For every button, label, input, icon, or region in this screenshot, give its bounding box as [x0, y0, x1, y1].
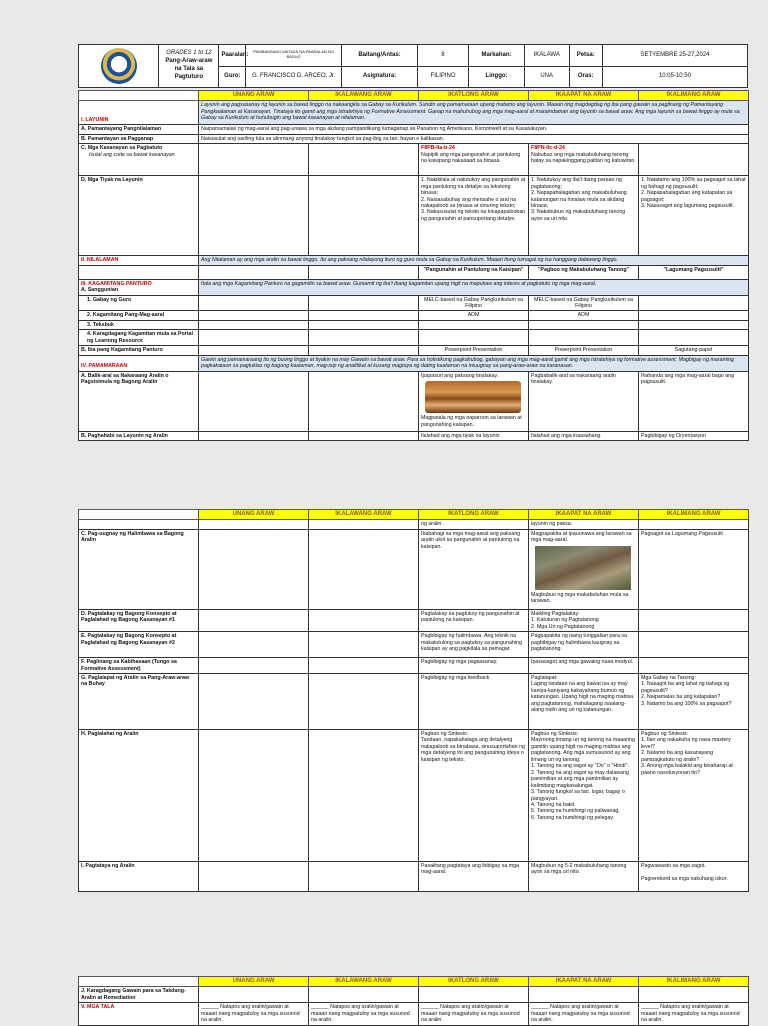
day-3-header: IKATLONG ARAW [419, 91, 529, 101]
balik-aral-day-3 [419, 371, 529, 431]
day-header-row [79, 91, 749, 101]
lesson-table-3 [78, 976, 749, 1026]
paglalahat-day-3: Pagbuo ng Sintesis: Tandaan, napakahalaga ang detalyeng nakapaloob sa binabasa, sinusuportahan ng mga detalyeng ito ang pangunahing ideya o kaisipan ng teksto. [419, 730, 529, 862]
iba-pang-kagamitan-label: B. Iba pang Kagamitang Panturo [79, 346, 199, 355]
nilalaman-text: Ang Nilalaman ay ang mga aralin sa bawat linggo. Ito ang paksang nilalayong ituro ng guro mula sa Gabay sa Kurikulum. Maaari itong tumagal ng isa hanggang dalawang linggo. [199, 256, 749, 265]
paglalahat-day-5: Pagbuo ng Sintesis: 1. Ilan ang nakakuha ng nasa mastery level? 2. Natamo ba ang kasanayang pampagkatuto ng aralin? 3. Anong mga balakid ang kinaharap at paano nasolusyonan ito? [639, 730, 749, 862]
pang-mag-aaral-label: 2. Kagamitang Pang-Mag-aaral [79, 311, 199, 320]
teksbuk-label: 3. Teksbuk [79, 320, 199, 329]
markahan-value: IKALAWA [524, 45, 569, 67]
paglalapat-day-4: Paglalapat: Laging tandaan na ang bawat isa ay may kaniya-kaniyang kakayahang bumuo ng katanungan. Upang higit na maging mabisa ang pagtatanong, mahalagang isaalang-alang natin ang uri ng katanungan. [529, 674, 639, 730]
paglalapat-day-3: Pagbibigay ng mga feedback. [419, 674, 529, 730]
grades-label: GRADES 1 to 12 [166, 50, 212, 57]
paaralan-label: Paaralan: [219, 45, 246, 67]
markahan-label: Markahan: [469, 45, 525, 67]
iba-pang-kagamitan-day-4: Powerpoint Presentation [529, 346, 639, 355]
page-1 [78, 44, 748, 88]
flood-photo [535, 546, 631, 590]
pagtalakay-2-day-3: Pagbibigay ng halimbawa. Ang teknik na makatutulong sa pagtukoy sa pangunahing kaisipan ay ang pagkilala sa pamagat. [419, 632, 529, 658]
baitang-value: 8 [417, 45, 468, 67]
day-5-header-2: IKALIMANG ARAW [639, 510, 749, 520]
pamamaraan-heading: IV. PAMAMARAAN [79, 355, 199, 371]
tiyak-na-layunin-day-5: 1. Natatamo ang 100% sa pagsagot sa lahat ng bahagi ng pagsusulit; 2. Napapahalagahan ang katapatan sa pagsagot; 3. Nasasagot ang lagumang pagsusulit. [639, 176, 749, 256]
header-info-table [78, 44, 748, 88]
guro-label: Guro: [219, 66, 246, 88]
pamamaraan-text: Gawin ang pamamaraang ito ng buong linggo at tiyakin na may Gawain sa bawat araw. Para sa holistikong pagkahubog, gabayan ang mga mag-aaral gamit ang mga istratehiya ng formative assessment. Magbigay ng maraming pagkakataon sa pagtuklas ng bagong kaalaman, mag-isip ng analitikal at kusang magtaya ng dating kaalaman na iniuugnay sa pang-araw-araw na karanasan. [199, 355, 749, 371]
iba-pang-kagamitan-day-3: Powerpoint Presentation [419, 346, 529, 355]
paglinang-label: F. Paglinang sa Kabihasaan (Tungo sa Formative Assessment) [79, 658, 199, 674]
layunin-text: Layunin ang pagsasanay ng layunin sa bawat linggo na nakaangkla sa Gabay sa Kurikulum. Sundin ang pamamaraan upang matamo ang layunin. Maaari ring magdagdag ng iba pang gawain sa paglinang ng Pamantayang Pangkaalaman at Kasanayan. Tinataya ito gamit ang mga istratehiya ng Formative Assessment. Ganap na mahuhubog ang mga mag-aaral at maramdaman ang layunin sa bawat araw. Ang mga layunin sa bawat linggo ay mula sa Gabay sa Kurikulum at huhubugin ang bawat kasanayan at nilalaman. [199, 101, 749, 125]
pagtalakay-1-label: D. Pagtalakay ng Bagong Konsepto at Paglalahad ng Bagong Kasanayan #1 [79, 609, 199, 631]
tala-day-3: ______ Natapos ang aralin/gawain at maaari nang magpatuloy sa mga susunod na aralin. [419, 1003, 529, 1025]
kagamitan-heading: III. KAGAMITANG PANTURO [81, 280, 152, 287]
day-1-header: UNANG ARAW [199, 91, 309, 101]
paaralan-value: PAMBANSANG MATAAS NA PAARALAN NG BASUG [246, 45, 342, 67]
pagtataya-label: I. Pagtataya ng Aralin [79, 862, 199, 892]
nilalaman-day-5: "Lagumang Pagsusulit" [639, 265, 749, 279]
tala-day-2: ______ Natapos ang aralin/gawain at maaari nang magpatuloy sa mga susunod na aralin. [309, 1003, 419, 1025]
tala-day-5: ______ Natapos ang aralin/gawain at maaari nang magpatuloy sa mga susunod na aralin. [639, 1003, 749, 1025]
guro-value: G. FRANCISCO D. ARCEO, Jr. [246, 66, 342, 88]
gabay-guro-label: 1. Gabay ng Guro [79, 295, 199, 311]
pang-mag-aaral-day-4: ADM [529, 311, 639, 320]
kasanayan-label: C. Mga Kasanayan sa Pagkatuto [81, 145, 163, 152]
nilalaman-day-3: "Pangunahin at Pantulong na Kaisipan" [419, 265, 529, 279]
kasanayan-code-4: F8PN-IIc-d-24 [531, 145, 565, 152]
paghahabi-day-5: Pagbibigay ng Oryentasyon [639, 431, 749, 440]
paghahabi-label: B. Paghahabi sa Layunin ng Aralin [79, 431, 199, 440]
linggo-label: Linggo: [469, 66, 525, 88]
pag-uugnay-day-3: Ibabahagi sa mga mag-aaral ang paksang aralin ukol sa pangunahin at pantulong na kaisipan. [419, 529, 529, 609]
pag-uugnay-day-4 [529, 529, 639, 609]
pag-uugnay-day-5: Pagsagot sa Lagumang Pagsusulit [639, 529, 749, 609]
pagtataya-day-4: Magbubuo ng 5-2 makabuluhang tanong ayon sa mga uri nito. [529, 862, 639, 892]
kagamitan-cell [79, 279, 199, 295]
pamantayan-pagganap-label: B. Pamantayan sa Pagganap [79, 134, 199, 143]
continued-day-3: ng aralin. [419, 520, 529, 529]
day-2-header-3: IKALAWANG ARAW [309, 977, 419, 987]
learning-resource-label: 4. Karagdagang Kagamitan mula sa Portal ng Learning Resource [79, 330, 199, 346]
balik-aral-day-3-top: Ipapasuri ang paksang tinalakay. [421, 372, 499, 379]
bread-photo [425, 381, 521, 413]
kasanayan-text-4: Nabubuo ang mga makabuluhang tanong batay sa napakinggang palitan ng katuwiran. [531, 151, 636, 165]
gabay-guro-day-4: MELC-based na Gabay Pangkurikulum sa Filipino [529, 295, 639, 311]
tiyak-na-layunin-label: D. Mga Tiyak na Layunin [79, 176, 199, 256]
paglalahat-day-4: Pagbuo ng Sintesis: Mayroong limang uri ng tanong na maaaring gamitin upang higit na maging mabisa ang pagtatanong. Ang mga sumusunod ay ang limang uri ng tanong: 1. Tanong na ang sagot ay "Oo" o "Hindi". 2. Tanong na ang sagot ay may dalawang pamimilian at ang mga pamimilian ay kalimitang magkasalungat. 3. Tanong tungkol sa tao, lugar, bagay o pangyayari. 4. Tanong na bakit. 5. Tanong na humihingi ng paliwanag. 6. Tanong na humihingi ng pelegay. [529, 730, 639, 862]
kasanayan-text-3: Napipili ang mga pangunahin at pantulong na kaisipang nakasaad sa binasa. [421, 151, 521, 165]
kasanayan-day-3 [419, 144, 529, 176]
kagamitan-text: Itala ang mga Kagamitang Panturo na gagamitin sa bawat araw. Gumamit ng iba't ibang kagamitan upang higit na mapukaw ang interes at pagkatuto ng mga mag-aaral. [199, 279, 749, 295]
doc-title: Pang-Araw-araw na Tala sa Pagtuturo [165, 58, 213, 80]
balik-aral-label: A. Balik-aral sa Nakaraang Aralin o Pagsisimula ng Bagong Aralin [79, 371, 199, 431]
petsa-value: SETYEMBRE 25-27,2024 [602, 45, 747, 67]
pamantayan-pagganap-text: Naisusulat ang sariling tula sa alinmang anyong tinalakay tungkol sa pag-ibig sa tao, bayan o kalikasan. [199, 134, 749, 143]
day-5-header-3: IKALIMANG ARAW [639, 977, 749, 987]
day-2-header: IKALAWANG ARAW [309, 91, 419, 101]
oras-label: Oras: [569, 66, 602, 88]
deped-logo-icon [101, 48, 137, 84]
pamantayang-pangnilalaman-label: A. Pamantayang Pangnilalaman [79, 125, 199, 134]
day-header-row-3 [79, 977, 749, 987]
day-4-header: IKAAPAT NA ARAW [529, 91, 639, 101]
paglinang-day-4: Ipasasagot ang mga gawaing nasa modyul. [529, 658, 639, 674]
petsa-label: Petsa: [569, 45, 602, 67]
day-5-header: IKALIMANG ARAW [639, 91, 749, 101]
page-1-lesson [78, 90, 748, 441]
pang-mag-aaral-day-3: ADM [419, 311, 529, 320]
asignatura-value: FILIPINO [417, 66, 468, 88]
tiyak-na-layunin-day-4: 1. Natutukoy ang iba't ibang paraan ng pagtatanong; 2. Napapahalagahan ang makabuluhang katanungan na hinalaw mula sa akdang binasa; 3. Nakabubuo ng makabuluhang tanong ayon sa uri nito. [529, 176, 639, 256]
paghahabi-day-3: Ilalahad ang mga tiyak na layunin [419, 431, 529, 440]
tala-day-1: ______ Natapos ang aralin/gawain at maaari nang magpatuloy sa mga susunod na aralin. [199, 1003, 309, 1025]
tala-day-4: ______ Natapos ang aralin/gawain at maaari nang magpatuloy sa mga susunod na aralin. [529, 1003, 639, 1025]
pagtalakay-2-label: E. Pagtalakay ng Bagong Konsepto at Paglalahad ng Bagong Kasanayan #2 [79, 632, 199, 658]
pagtataya-day-5: Pagwawasto sa mga sagot. Pagrerekord sa mga nakuhang iskor. [639, 862, 749, 892]
balik-aral-day-4: Pagbabalik-aral sa nakaraang aralin tinalakay. [529, 371, 639, 431]
paglalapat-day-5: Mga Gabay na Tanong: 1. Nasagot ba ang lahat ng bahagi ng pagsusulit? 2. Naipamalas ba ang katapatan? 3. Natamo ba ang 100% sa pagsagot? [639, 674, 749, 730]
karagdagang-gawain-label: J. Karagdagang Gawain para sa Takdang-Aralin at Remediation [79, 987, 199, 1003]
gabay-guro-day-3: MELC-based na Gabay Pangkurikulum sa Filipino [419, 295, 529, 311]
day-header-row-2 [79, 510, 749, 520]
day-3-header-3: IKATLONG ARAW [419, 977, 529, 987]
pag-uugnay-day-4-top: Magpapakita at ipauunawa ang larawan sa mga mag-aaral. [531, 530, 632, 544]
pagtataya-day-3: Pasalitang pagtataya ang ibibigay sa mga mag-aaral. [419, 862, 529, 892]
balik-aral-day-5: Ihahanda ang mga mag-aaral bago ang pagsusulit. [639, 371, 749, 431]
nilalaman-heading: II. NILALAMAN [79, 256, 199, 265]
baitang-label: Baitang/Antas: [342, 45, 418, 67]
pag-uugnay-day-4-caption: Magbubuo ng mga makabuluhan mula sa larawan. [531, 591, 629, 605]
day-1-header-3: UNANG ARAW [199, 977, 309, 987]
pamantayang-pangnilalaman-text: Naipamamalas ng mag-aaral ang pag-unawa sa mga akdang pampanitikang lumaganap sa Panahon ng Amerikano, Komonwelt at sa Kasalukuyan. [199, 125, 749, 134]
paghahabi-day-4: Ilalahad ang mga inaasahang [529, 431, 639, 440]
day-2-header-2: IKALAWANG ARAW [309, 510, 419, 520]
mga-tala-heading: V. MGA TALA [79, 1003, 199, 1025]
paglinang-day-3: Pagbibigay ng mga pagsasanay. [419, 658, 529, 674]
linggo-value: UNA [524, 66, 569, 88]
school-logo-cell [79, 45, 159, 88]
lesson-table-2 [78, 509, 749, 892]
doc-title-cell [159, 45, 219, 88]
oras-value: 10:05-10:50 [602, 66, 747, 88]
layunin-heading: I. LAYUNIN [79, 101, 199, 125]
page-3 [78, 976, 748, 1026]
day-4-header-3: IKAAPAT NA ARAW [529, 977, 639, 987]
paglalapat-label: G. Paglalapat ng Aralin sa Pang-Araw-araw na Buhay [79, 674, 199, 730]
lesson-table-1 [78, 90, 749, 441]
day-3-header-2: IKATLONG ARAW [419, 510, 529, 520]
asignatura-label: Asignatura: [342, 66, 418, 88]
paglalahat-label: H. Paglalahat ng Aralin [79, 730, 199, 862]
kasanayan-sub: Isulat ang code sa bawat kasanayan [89, 151, 175, 158]
nilalaman-day-4: "Pagbuo ng Makabuluhang Tanong" [529, 265, 639, 279]
pag-uugnay-label: C. Pag-uugnay ng Halimbawa sa Bagong Aralin [79, 529, 199, 609]
tiyak-na-layunin-day-3: 1. Nakikilala at natutukoy ang pangunahin at mga pantulong na detalye sa tekstong binasa; 2. Naisasabuhay ang mensahe o aral na nakapaloob sa binasa at sinuring teksto; 3. Nakasusulat ng teksto na kinapapalooban ng pangunahin at pansuportang detalye. [419, 176, 529, 256]
day-1-header-2: UNANG ARAW [199, 510, 309, 520]
kasanayan-code-3: F8PB-IIa-b-24 [421, 145, 455, 152]
page-2 [78, 509, 748, 892]
kasanayan-cell [79, 144, 199, 176]
balik-aral-day-3-caption: Magpatala ng mga naparoon sa larawan at pangunahing kaisipan. [421, 415, 522, 428]
iba-pang-kagamitan-day-5: Sagutang-papel [639, 346, 749, 355]
pagtalakay-1-day-3: Pagtalakay sa pagtukoy ng pangunahin at pantulong na kaisipan. [419, 609, 529, 631]
pagtalakay-1-day-4: Maikling Pagtalakay: 1. Katuturan ng Pagtatanong 2. Mga Uri ng Pagtatanong [529, 609, 639, 631]
sanggunian-label: A. Sanggunian [81, 287, 119, 294]
day-4-header-2: IKAAPAT NA ARAW [529, 510, 639, 520]
pagtalakay-2-day-4: Pagpapakita ng isang tunggalian para sa pagbibigay ng halimbawa kaugnay sa pagtatanong. [529, 632, 639, 658]
kasanayan-day-4 [529, 144, 639, 176]
continued-day-4: layunin ng paksa. [529, 520, 639, 529]
